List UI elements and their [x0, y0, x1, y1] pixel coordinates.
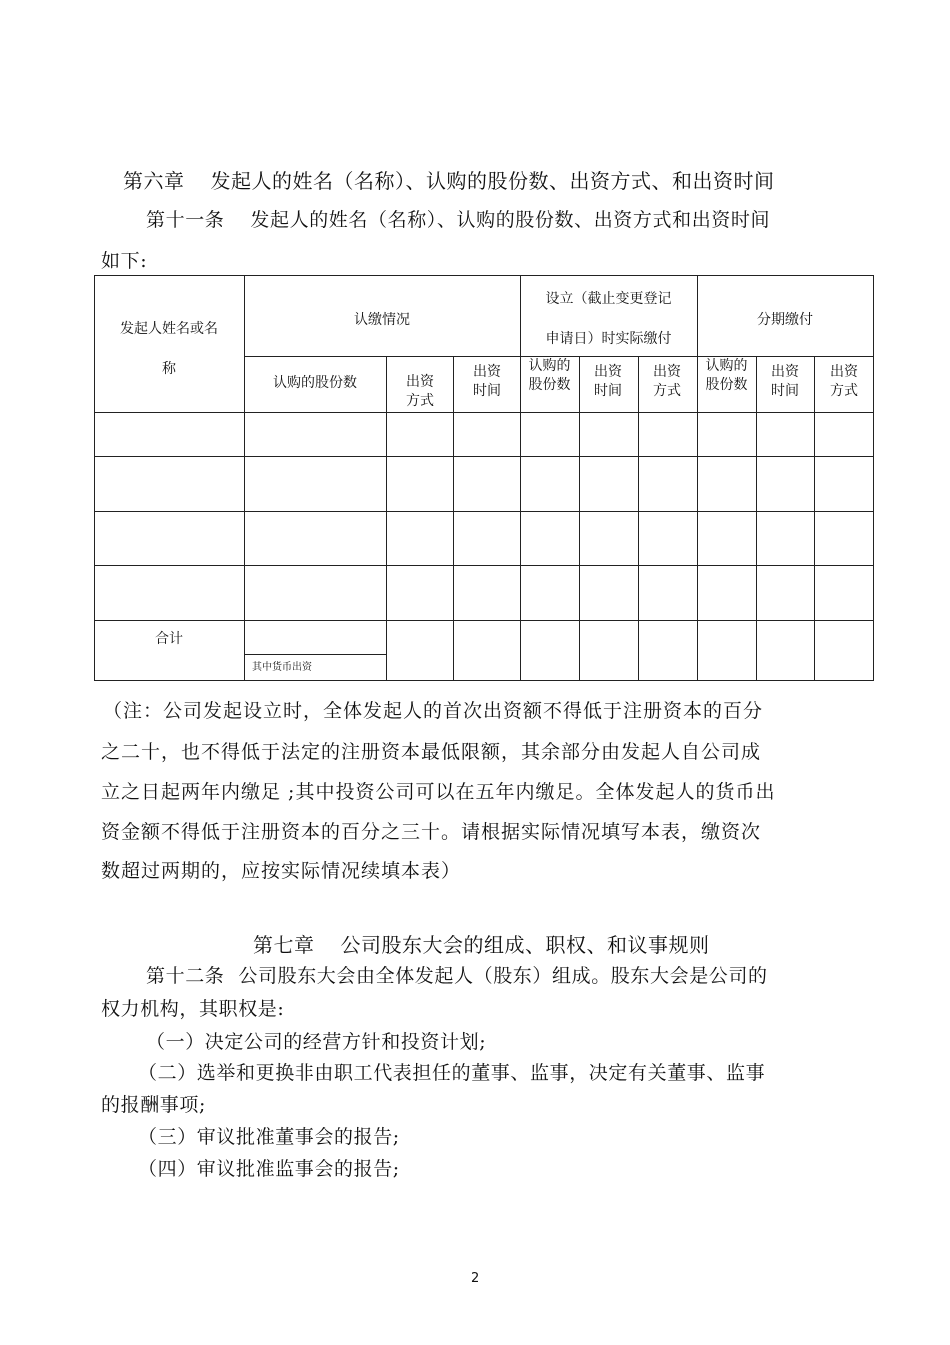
article12-label: 第十二条: [146, 965, 225, 987]
currency-contribution-label: 其中货币出资: [252, 662, 312, 673]
article11-label: 第十一条: [146, 209, 225, 231]
subheader-method: 出资方式: [406, 374, 434, 409]
subheader-installment-time: 出资时间: [771, 364, 799, 399]
chapter7-heading: [253, 929, 710, 958]
subheader-installment-method: 出资方式: [830, 364, 858, 399]
article12-paragraph: [146, 961, 768, 988]
note-line: 资金额不得低于注册资本的百分之三十。请根据实际情况填写本表，缴资次: [101, 821, 762, 843]
subheader-installment-shares: 认购的股份数: [705, 358, 748, 393]
power-item: （四）审议批准监事会的报告;: [138, 1158, 400, 1180]
subheader-shares: 认购的股份数: [273, 375, 357, 391]
page-number: 2: [471, 1271, 480, 1286]
header-promoter-name-line2: 称: [162, 361, 176, 377]
article11-text: 发起人的姓名（名称）、认购的股份数、出资方式和出资时间: [250, 209, 771, 231]
note-line: 数超过两期的，应按实际情况续填本表）: [101, 860, 462, 882]
chapter6-heading: [123, 165, 775, 194]
power-item-continuation: 的报酬事项;: [101, 1094, 207, 1116]
power-item: （二）选举和更换非由职工代表担任的董事、监事，决定有关董事、监事: [138, 1062, 766, 1084]
promoter-table: [94, 275, 874, 681]
header-actual-paid-line1: 设立（截止变更登记: [545, 291, 672, 307]
note-line: 立之日起两年内缴足 ;其中投资公司可以在五年内缴足。全体发起人的货币出: [101, 781, 776, 803]
total-label: 合计: [155, 631, 183, 647]
header-subscribed: 认缴情况: [354, 312, 410, 328]
header-installment: 分期缴付: [757, 312, 813, 328]
subheader-actual-method: 出资方式: [653, 364, 681, 399]
subheader-actual-time: 出资时间: [594, 364, 622, 399]
chapter7-number: 第七章: [253, 933, 315, 957]
note-line: （注：公司发起设立时，全体发起人的首次出资额不得低于注册资本的百分: [103, 700, 764, 722]
article12-continuation: 权力机构，其职权是:: [101, 998, 285, 1020]
subheader-actual-shares: 认购的股份数: [528, 358, 571, 393]
chapter7-title: 公司股东大会的组成、职权、和议事规则: [340, 933, 710, 957]
header-actual-paid-line2: 申请日）时实际缴付: [545, 331, 672, 347]
note-line: 之二十，也不得低于法定的注册资本最低限额，其余部分由发起人自公司成: [101, 741, 762, 763]
power-item: （一）决定公司的经营方针和投资计划;: [146, 1031, 487, 1053]
chapter6-title: 发起人的姓名（名称）、认购的股份数、出资方式、和出资时间: [210, 169, 775, 193]
chapter6-number: 第六章: [123, 169, 185, 193]
header-promoter-name-line1: 发起人姓名或名: [120, 321, 218, 337]
power-item: （三）审议批准董事会的报告;: [138, 1126, 400, 1148]
article11-paragraph: [146, 205, 770, 232]
subheader-time: 出资时间: [473, 364, 501, 399]
article12-text: 公司股东大会由全体发起人（股东）组成。股东大会是公司的: [238, 965, 768, 987]
article11-continuation: 如下:: [101, 250, 148, 272]
